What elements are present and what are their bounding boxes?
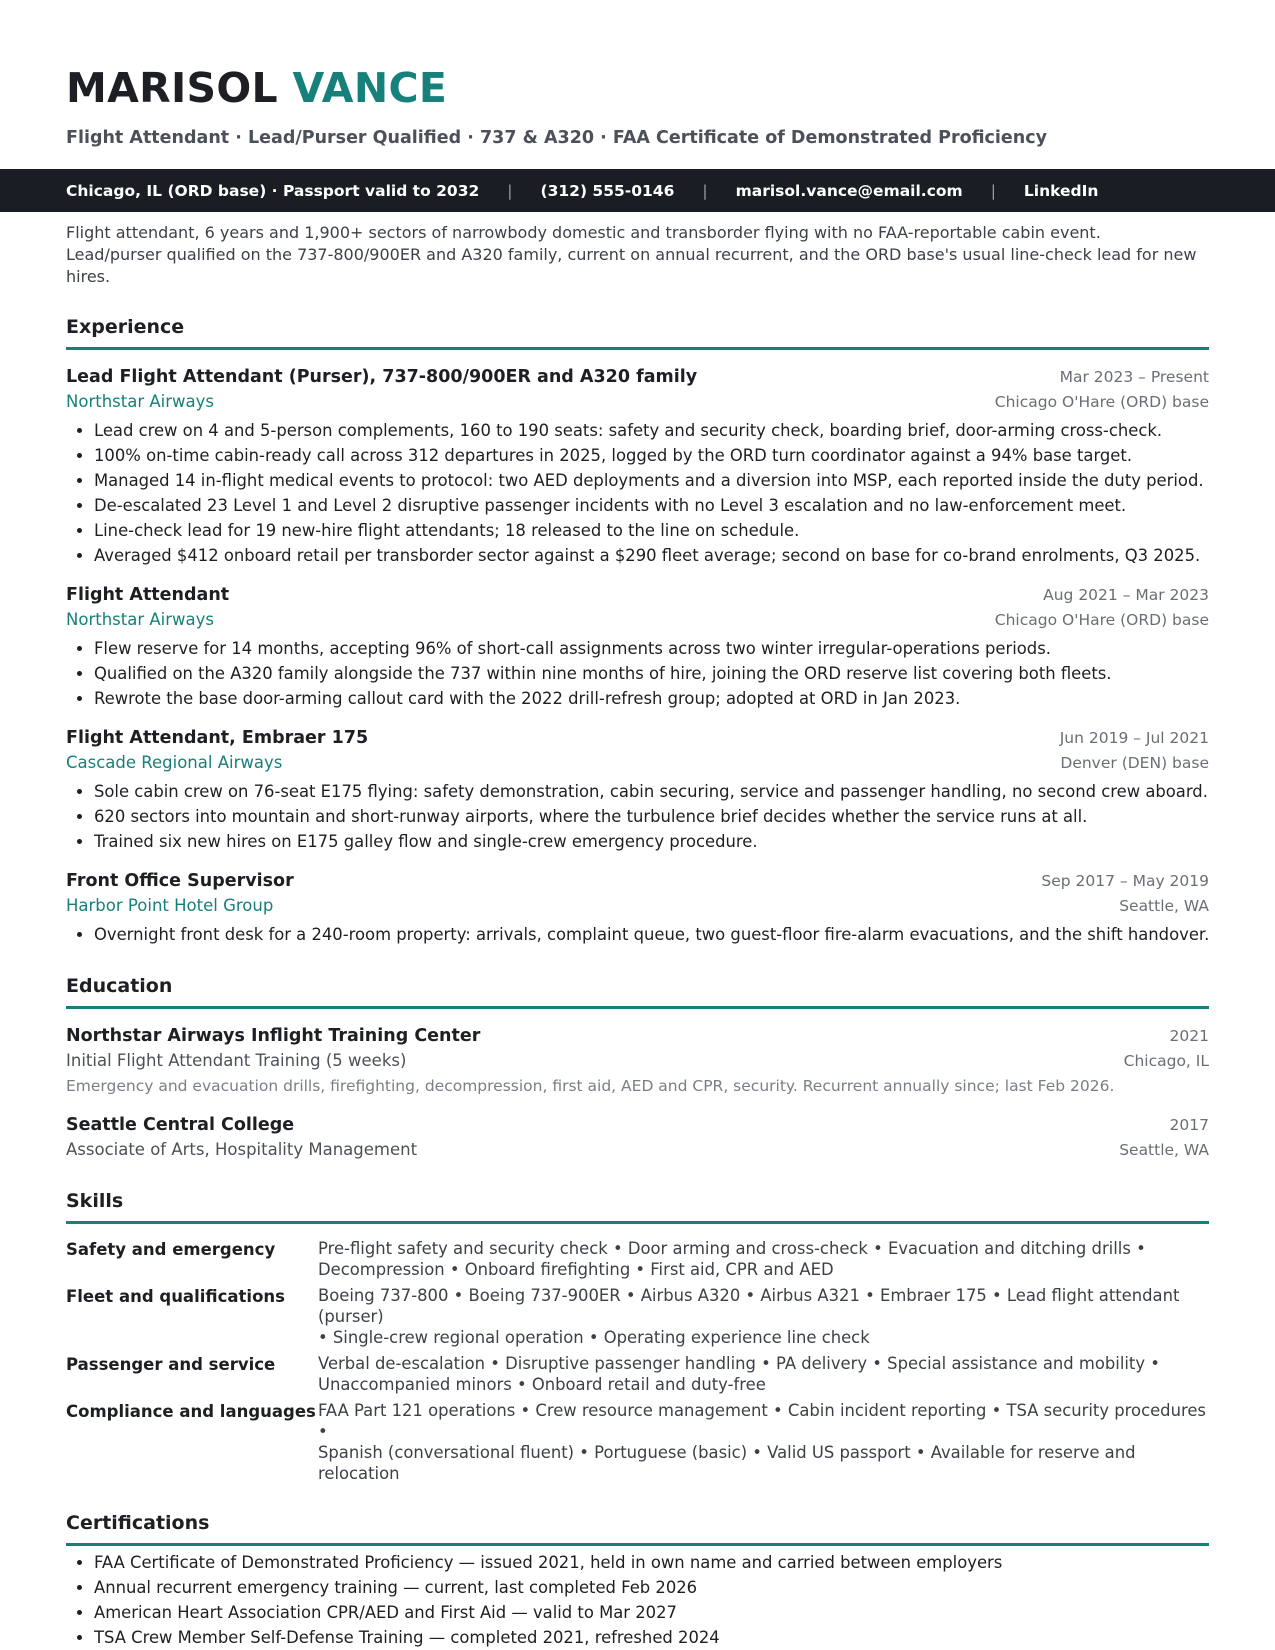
job-bullet: • Averaged $412 onboard retail per transborder sector against a $290 fleet average; second on base for co-brand enrolments, Q3 2025. [94,543,1209,568]
skill-row [66,1285,1209,1348]
job-entry [66,868,1209,947]
last-name: VANCE [292,64,448,112]
skill-value-line: Decompression • Onboard firefighting • First aid, CPR and AED [318,1260,834,1279]
skill-label: Passenger and service [66,1355,276,1374]
job-location: Seattle, WA [1119,897,1209,915]
job-bullet: • 620 sectors into mountain and short-runway airports, where the turbulence brief decides whether the service runs at all. [94,804,1209,829]
certification-item: • FAA Certificate of Demonstrated Proficiency — issued 2021, held in own name and carried between employers [94,1550,1209,1575]
skill-value-line: Pre-flight safety and security check • Door arming and cross-check • Evacuation and ditching drills • [318,1239,1146,1258]
contact-separator: | [702,181,708,200]
job-dates: Jun 2019 – Jul 2021 [1059,729,1209,747]
skill-value-line: • Single-crew regional operation • Operating experience line check [318,1328,870,1347]
job-bullet: • Overnight front desk for a 240-room property: arrivals, complaint queue, two guest-floor fire-alarm evacuations, and the shift handover. [94,922,1209,947]
certification-item: • American Heart Association CPR/AED and First Aid — valid to Mar 2027 [94,1600,1209,1625]
job-role: Flight Attendant [66,585,230,605]
education-note: Emergency and evacuation drills, firefighting, decompression, first aid, AED and CPR, security. Recurrent annually since; last Feb 2026. [66,1077,1115,1095]
certification-item: • TSA Crew Member Self-Defense Training — completed 2021, refreshed 2024 [94,1625,1209,1650]
job-role: Front Office Supervisor [66,871,294,891]
skill-label: Fleet and qualifications [66,1287,285,1306]
contact-location: Chicago, IL (ORD base) · Passport valid to 2032 [66,181,480,200]
job-bullet: • Sole cabin crew on 76-seat E175 flying: safety demonstration, cabin securing, service and passenger handling, no second crew aboard. [94,779,1209,804]
education-location: Chicago, IL [1123,1052,1209,1070]
education-section [0,973,1275,1162]
education-school: Northstar Airways Inflight Training Center [66,1026,481,1046]
education-program: Initial Flight Attendant Training (5 weeks) [66,1051,407,1070]
skill-value [318,1285,1209,1348]
summary-line: Lead/purser qualified on the 737-800/900ER and A320 family, current on annual recurrent, and the ORD base's usual line-check lead for new [66,245,1197,264]
contact-linkedin-link[interactable]: LinkedIn [1023,181,1099,200]
section-title-education: Education [66,973,1209,1009]
job-entry [66,364,1209,568]
job-bullet: • Trained six new hires on E175 galley flow and single-crew emergency procedure. [94,829,1209,854]
skill-row [66,1238,1209,1280]
contact-email-link[interactable]: marisol.vance@email.com [735,181,963,200]
contact-bar [0,169,1275,212]
skill-row [66,1400,1209,1484]
skill-value-line: Spanish (conversational fluent) • Portuguese (basic) • Valid US passport • Available for reserve and relocation [318,1443,1136,1483]
section-title-experience: Experience [66,314,1209,350]
job-bullet: • 100% on-time cabin-ready call across 312 departures in 2025, logged by the ORD turn coordinator against a 94% base target. [94,443,1209,468]
first-name: MARISOL [66,64,278,112]
job-org: Cascade Regional Airways [66,753,283,772]
contact-separator: | [990,181,996,200]
summary [0,222,1275,288]
certifications-section [0,1510,1275,1650]
skill-label: Compliance and languages [66,1402,316,1421]
job-bullets [66,779,1209,854]
candidate-name [66,62,1209,114]
job-bullets [66,922,1209,947]
experience-section [0,314,1275,947]
skill-row [66,1353,1209,1395]
contact-phone: (312) 555-0146 [540,181,675,200]
job-entry [66,582,1209,711]
skill-value [318,1238,1146,1280]
job-dates: Aug 2021 – Mar 2023 [1043,586,1209,604]
job-org: Harbor Point Hotel Group [66,896,274,915]
skill-value-line: FAA Part 121 operations • Crew resource management • Cabin incident reporting • TSA security procedures • [318,1401,1206,1441]
education-program: Associate of Arts, Hospitality Management [66,1140,418,1159]
job-location: Denver (DEN) base [1060,754,1209,772]
skills-table [66,1238,1209,1484]
education-school: Seattle Central College [66,1115,295,1135]
education-location: Seattle, WA [1119,1141,1209,1159]
job-org: Northstar Airways [66,610,214,629]
summary-line: Flight attendant, 6 years and 1,900+ sectors of narrowbody domestic and transborder flying with no FAA-reportable cabin event. [66,223,1101,242]
job-bullet: • Managed 14 in-flight medical events to protocol: two AED deployments and a diversion into MSP, each reported inside the duty period. [94,468,1209,493]
education-year: 2017 [1169,1116,1209,1134]
job-location: Chicago O'Hare (ORD) base [994,611,1209,629]
section-title-skills: Skills [66,1188,1209,1224]
contact-separator: | [507,181,513,200]
job-dates: Sep 2017 – May 2019 [1041,872,1209,890]
education-entry [66,1023,1209,1098]
skill-value [318,1353,1160,1395]
education-entry [66,1112,1209,1162]
skill-label: Safety and emergency [66,1240,276,1259]
resume-header [0,0,1275,150]
job-bullet: • De-escalated 23 Level 1 and Level 2 disruptive passenger incidents with no Level 3 escalation and no law-enforcement meet. [94,493,1209,518]
job-bullet: • Rewrote the base door-arming callout card with the 2022 drill-refresh group; adopted at ORD in Jan 2023. [94,686,1209,711]
job-bullet: • Qualified on the A320 family alongside the 737 within nine months of hire, joining the ORD reserve list covering both fleets. [94,661,1209,686]
job-org: Northstar Airways [66,392,214,411]
job-dates: Mar 2023 – Present [1059,368,1209,386]
section-title-certifications: Certifications [66,1510,1209,1546]
job-bullets [66,636,1209,711]
job-bullet: • Flew reserve for 14 months, accepting 96% of short-call assignments across two winter irregular-operations periods. [94,636,1209,661]
summary-line: hires. [66,267,111,286]
skill-value [318,1400,1209,1484]
skill-value-line: Verbal de-escalation • Disruptive passenger handling • PA delivery • Special assistance and mobility • [318,1354,1160,1373]
skill-value-line: Boeing 737-800 • Boeing 737-900ER • Airbus A320 • Airbus A321 • Embraer 175 • Lead flight attendant (purser) [318,1286,1180,1326]
job-location: Chicago O'Hare (ORD) base [994,393,1209,411]
job-bullets [66,418,1209,568]
job-role: Flight Attendant, Embraer 175 [66,728,369,748]
job-bullet: • Line-check lead for 19 new-hire flight attendants; 18 released to the line on schedule. [94,518,1209,543]
education-year: 2021 [1169,1027,1209,1045]
certification-item: • Annual recurrent emergency training — current, last completed Feb 2026 [94,1575,1209,1600]
tagline: Flight Attendant · Lead/Purser Qualified · 737 & A320 · FAA Certificate of Demonstrated Proficiency [66,128,1048,148]
job-entry [66,725,1209,854]
job-role: Lead Flight Attendant (Purser), 737-800/900ER and A320 family [66,367,698,387]
skills-section [0,1188,1275,1484]
job-bullet: • Lead crew on 4 and 5-person complements, 160 to 190 seats: safety and security check, boarding brief, door-arming cross-check. [94,418,1209,443]
skill-value-line: Unaccompanied minors • Onboard retail and duty-free [318,1375,766,1394]
certification-list [66,1550,1209,1650]
